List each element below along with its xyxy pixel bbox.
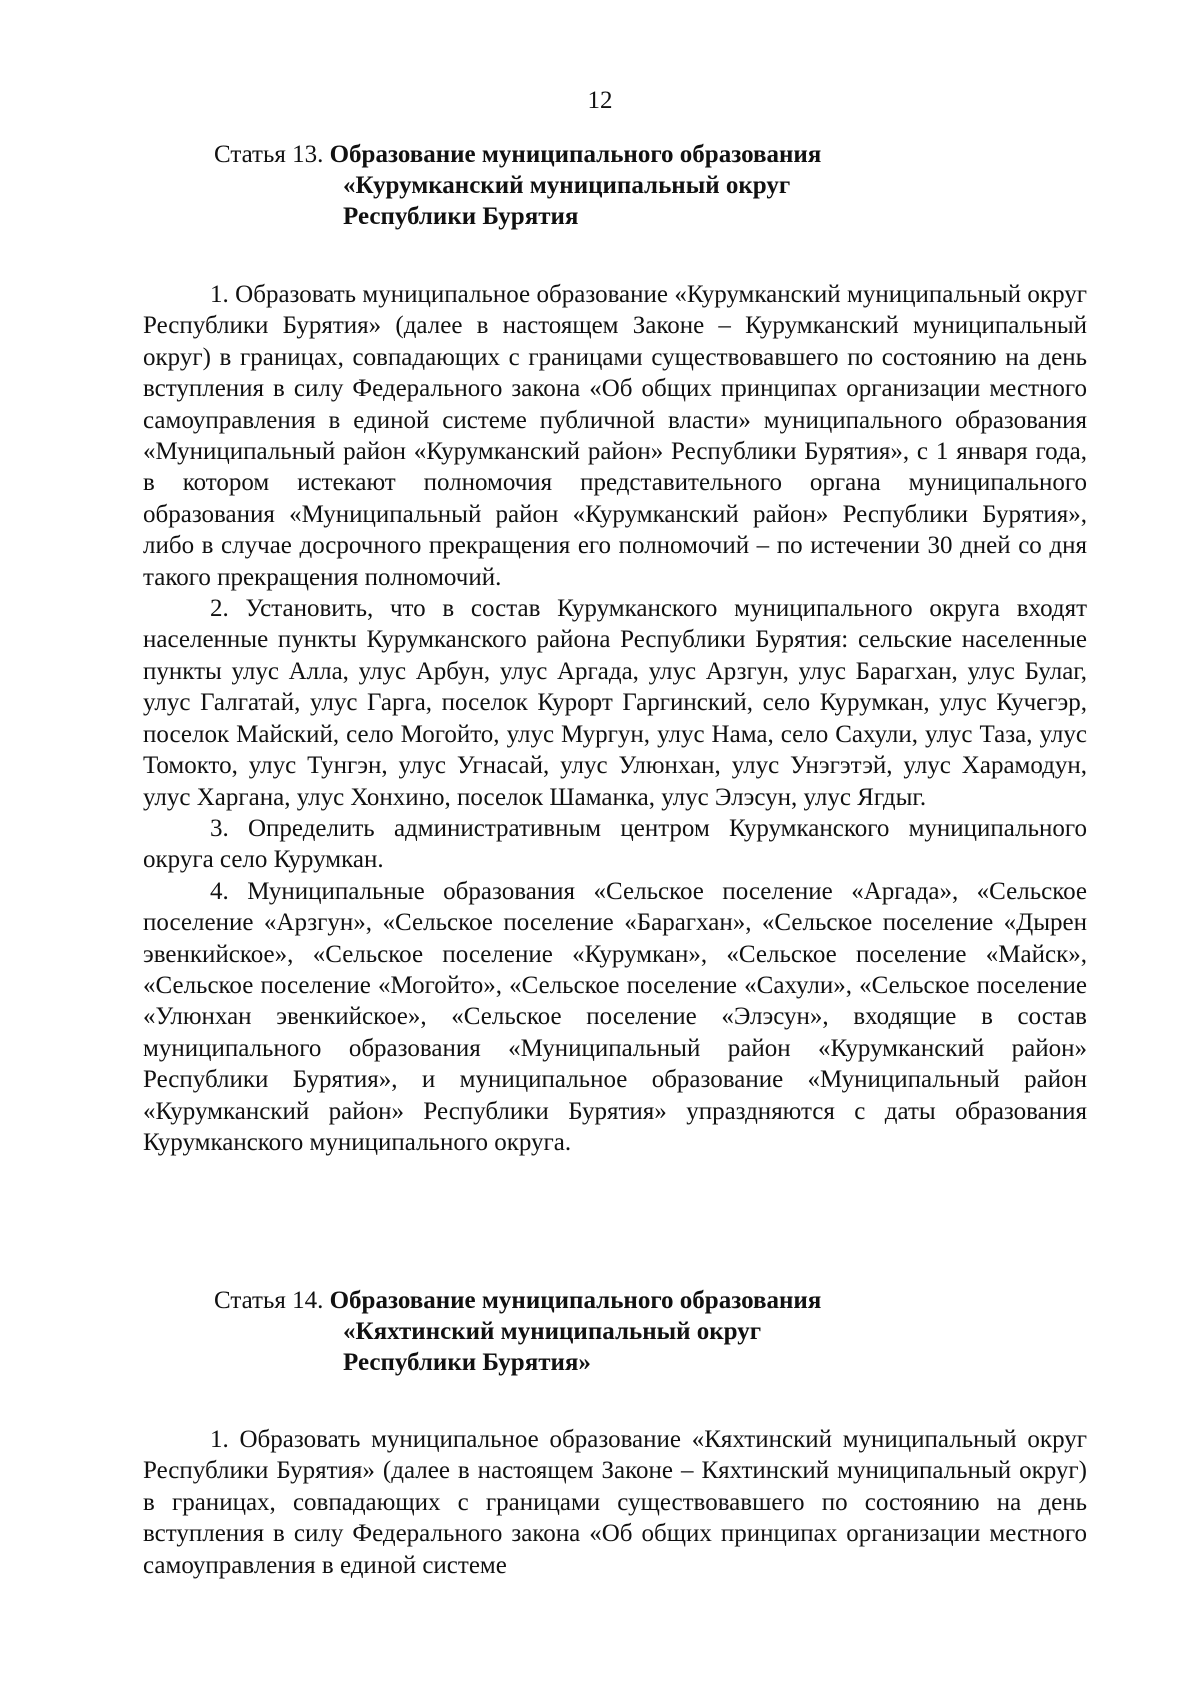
article-heading xyxy=(214,139,1014,232)
article-body xyxy=(143,1424,1087,1581)
article-heading-first-line xyxy=(214,1285,1014,1316)
article-number: Статья 14. xyxy=(214,1287,324,1314)
paragraph: 3. Определить административным центром Курумканского муниципального округа село Курумкан. xyxy=(143,814,1087,874)
article-title-line: «Кяхтинский муниципальный округ xyxy=(343,1318,762,1345)
page-number: 12 xyxy=(587,87,613,114)
article-number: Статья 13. xyxy=(214,141,324,168)
article-body xyxy=(143,279,1087,1158)
article-heading xyxy=(214,1285,1014,1378)
paragraph: 1. Образовать муниципальное образование «Курумканский муниципальный округ Республики Бурятия» (далее в настоящем Законе – Курумканский муниципальный округ) в границах, совпадающих с границами существовавшего по состоянию на день вступления в силу Федерального закона «Об общих принципах организации местного самоуправления в единой системе публичной власти» муниципального образования «Муниципальный район «Курумканский район» Республики Бурятия», с 1 января года, в котором истекают полномочия представительного органа муниципального образования «Муниципальный район «Курумканский район» Республики Бурятия», либо в случае досрочного прекращения его полномочий – по истечении 30 дней со дня такого прекращения полномочий. xyxy=(143,281,1087,591)
article-title-line: Республики Бурятия» xyxy=(343,1349,591,1376)
article-title-line: Республики Бурятия xyxy=(343,203,579,230)
article-heading-first-line xyxy=(214,139,1014,170)
paragraph: 4. Муниципальные образования «Сельское поселение «Аргада», «Сельское поселение «Арзгун», «Сельское поселение «Барагхан», «Сельское поселение «Дырен эвенкийское», «Сельское поселение «Курумкан», «Сельское поселение «Майск», «Сельское поселение «Могойто», «Сельское поселение «Сахули», «Сельское поселение «Улюнхан эвенкийское», «Сельское поселение «Элэсун», входящие в состав муниципального образования «Муниципальный район «Курумканский район» Республики Бурятия», и муниципальное образование «Муниципальный район «Курумканский район» Республики Бурятия» упраздняются с даты образования Курумканского муниципального округа. xyxy=(143,877,1087,1156)
article-title-line: Образование муниципального образования xyxy=(329,1287,822,1314)
paragraph: 1. Образовать муниципальное образование «Кяхтинский муниципальный округ Республики Бурятия» (далее в настоящем Законе – Кяхтинский муниципальный округ) в границах, совпадающих с границами существовавшего по состоянию на день вступления в силу Федерального закона «Об общих принципах организации местного самоуправления в единой системе xyxy=(143,1426,1087,1579)
article-title-line: Образование муниципального образования xyxy=(329,141,822,168)
paragraph: 2. Установить, что в состав Курумканского муниципального округа входят населенные пункты Курумканского района Республики Бурятия: сельские населенные пункты улус Алла, улус Арбун, улус Аргада, улус Арзгун, улус Барагхан, улус Булаг, улус Галгатай, улус Гарга, поселок Курорт Гаргинский, село Курумкан, улус Кучегэр, поселок Майский, село Могойто, улус Мургун, улус Нама, село Сахули, улус Таза, улус Томокто, улус Тунгэн, улус Угнасай, улус Улюнхан, улус Унэгэтэй, улус Харамодун, улус Харгана, улус Хонхино, поселок Шаманка, улус Элэсун, улус Ягдыг. xyxy=(143,595,1087,811)
article-title-line: «Курумканский муниципальный округ xyxy=(343,172,791,199)
